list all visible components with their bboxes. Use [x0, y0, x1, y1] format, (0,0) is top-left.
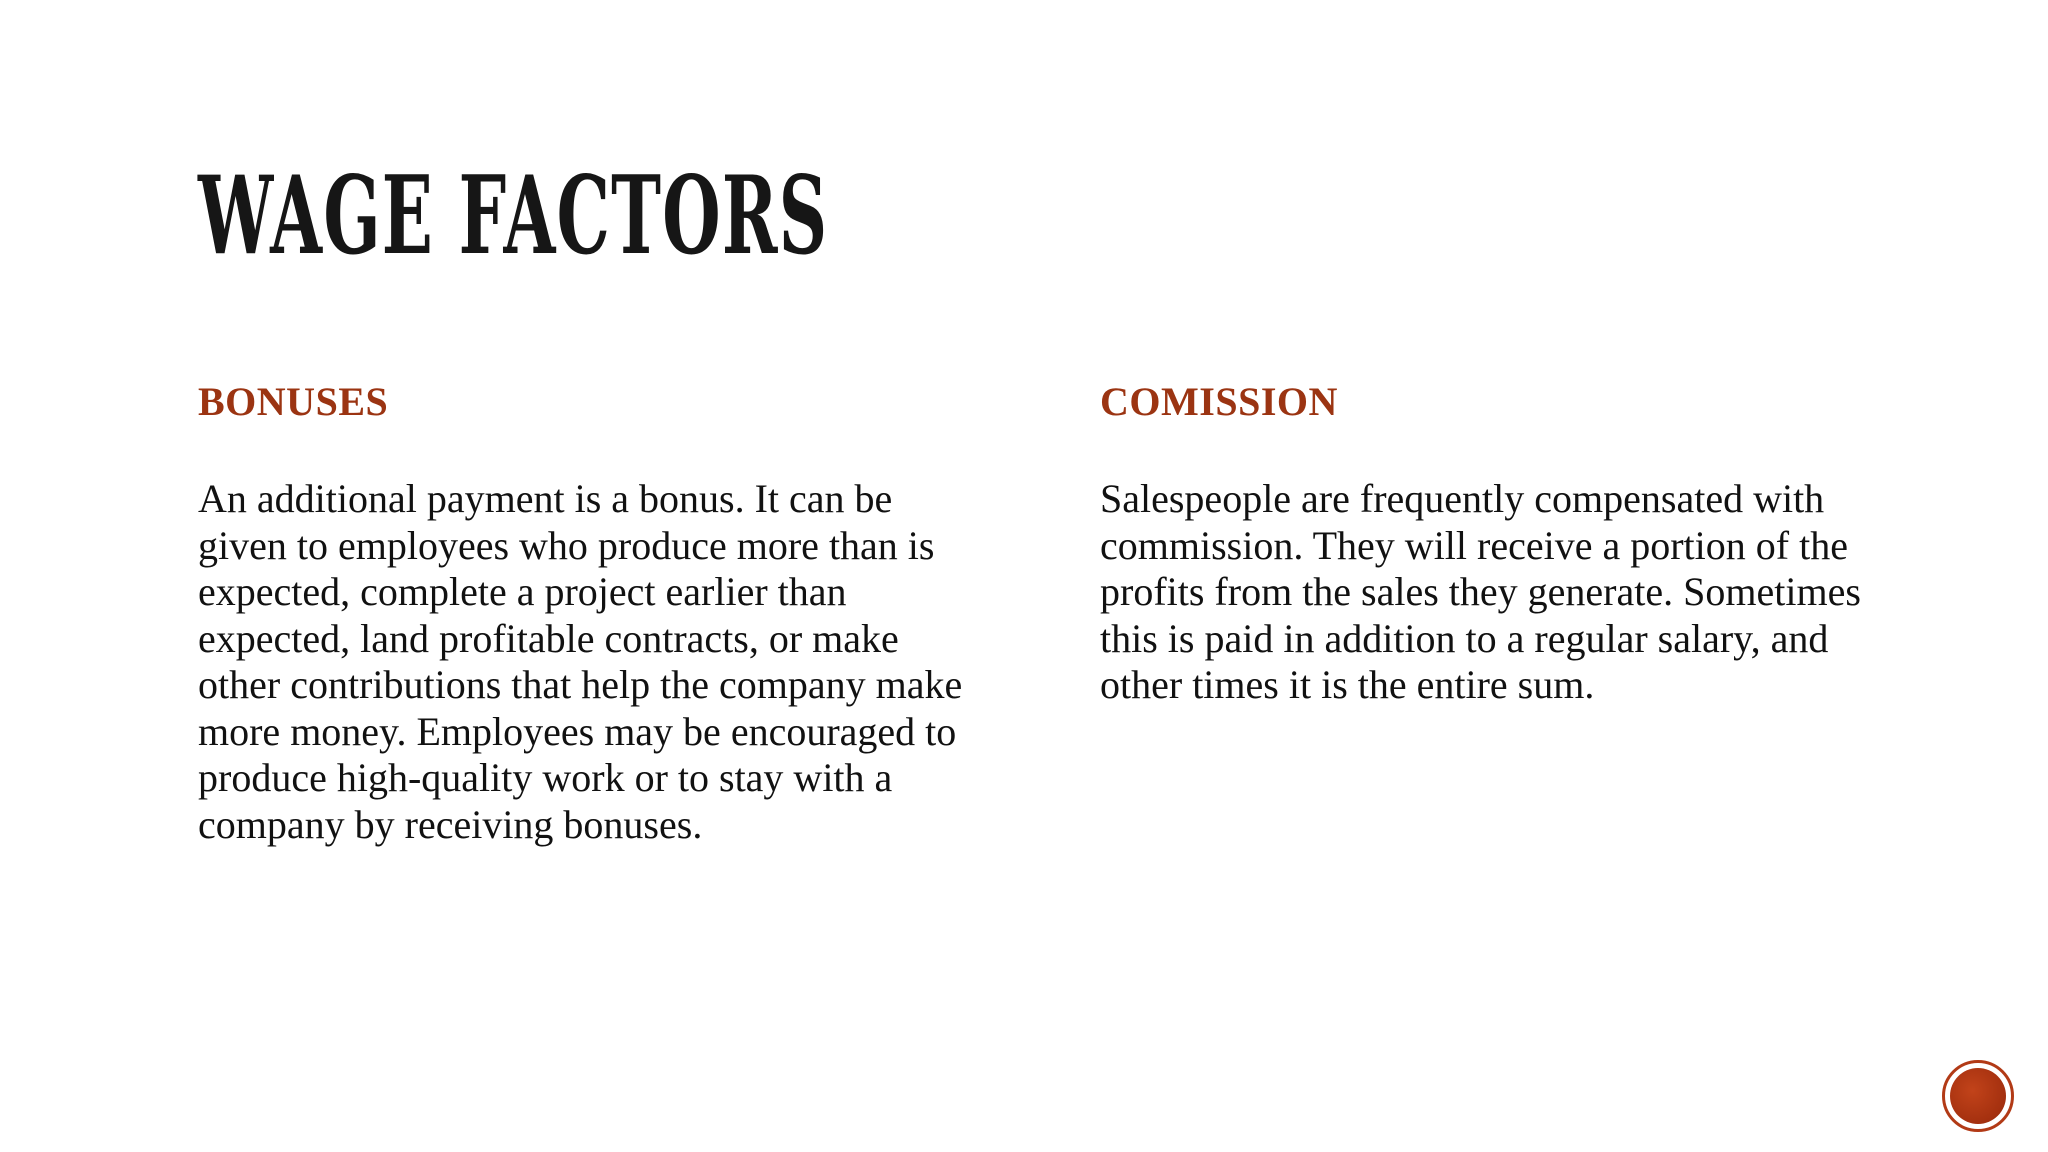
red-circle-icon[interactable]: [1942, 1060, 2014, 1132]
commission-text: Salespeople are frequently compensated with commission. They will receive a portion of the profits from the sales they generate. Sometimes this is paid in addition to a regular salary, and other times it is the entire sum.: [1100, 476, 1861, 707]
commission-heading: COMISSION: [1100, 379, 1338, 424]
slide-title: WAGE FACTORS: [198, 153, 829, 279]
bonuses-heading: BONUSES: [198, 379, 389, 424]
bonuses-column: [198, 378, 988, 848]
commission-column: [1100, 378, 1890, 709]
red-circle-fill: [1950, 1068, 2006, 1124]
bonuses-text: An additional payment is a bonus. It can be given to employees who produce more than is expected, complete a project earlier than expected, land profitable contracts, or make other contributions that help the company make more money. Employees may be encouraged to produce high-quality work or to stay with a company by receiving bonuses.: [198, 476, 963, 847]
